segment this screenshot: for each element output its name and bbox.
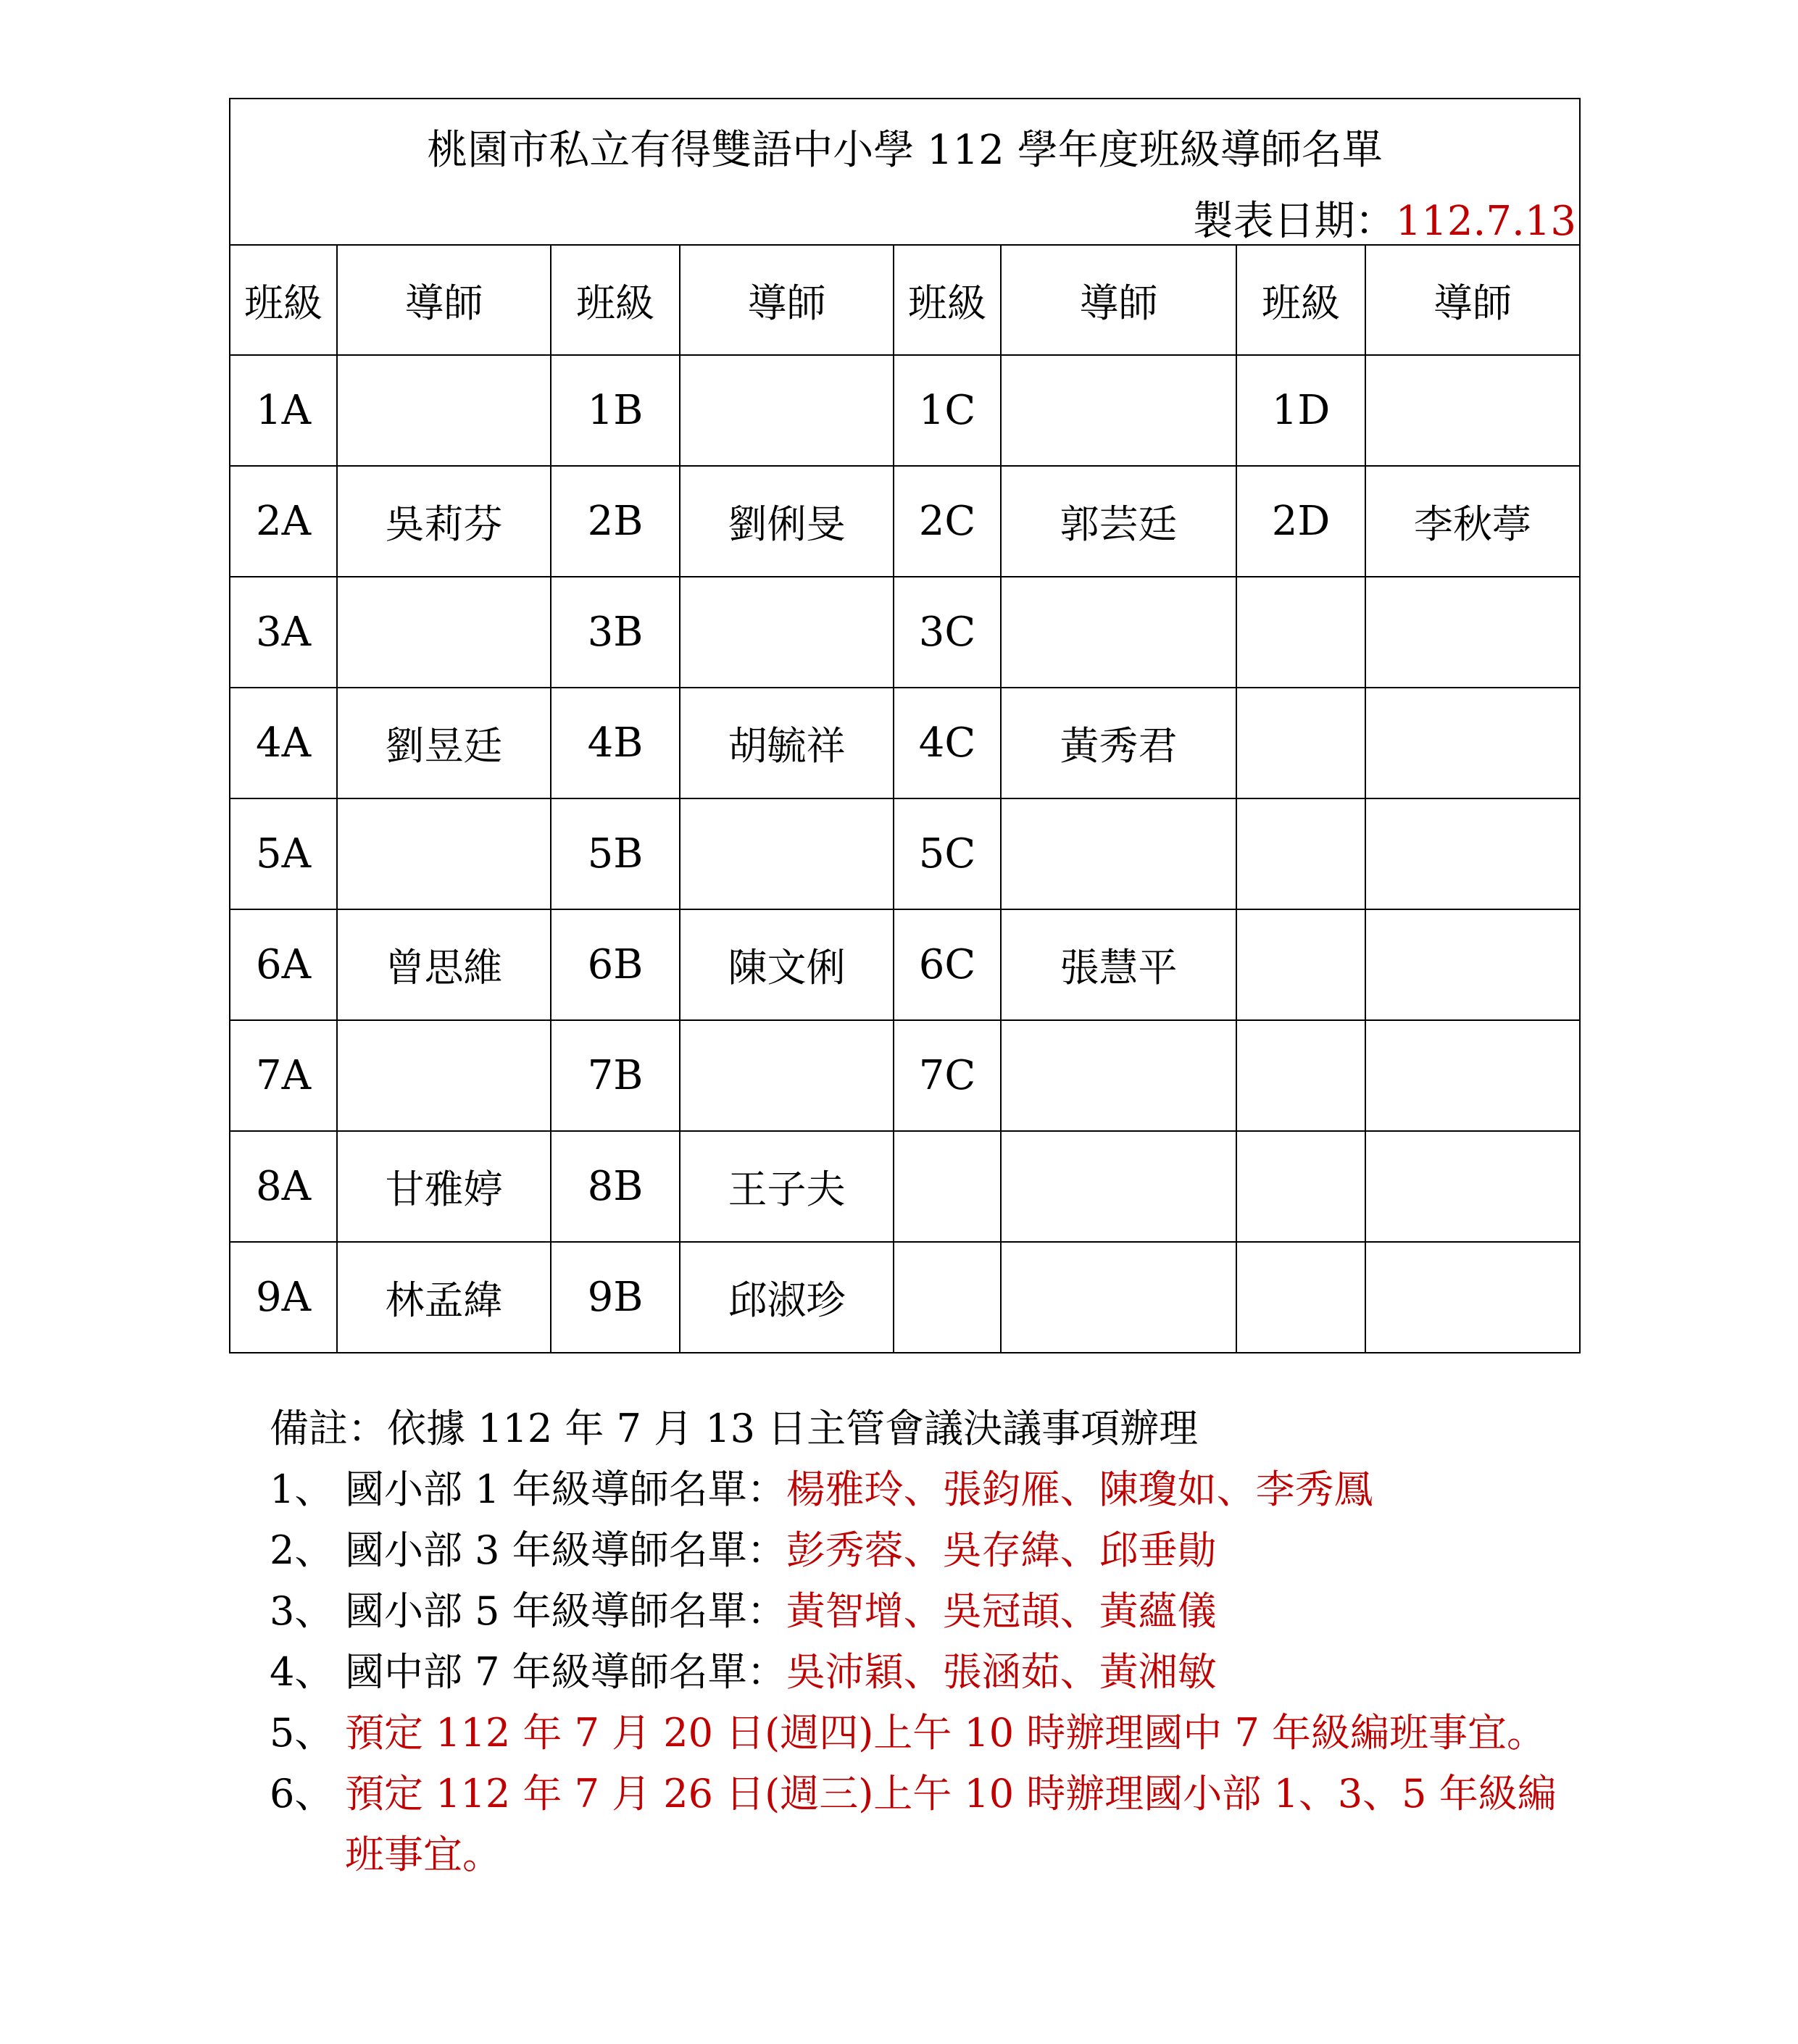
note-value: 楊雅玲、張鈞雁、陳瓊如、李秀鳳 <box>786 1467 1373 1512</box>
class-cell: 5A <box>230 798 337 909</box>
class-cell <box>1236 798 1365 909</box>
homeroom-teacher-table <box>229 98 1581 1353</box>
note-value: 預定 112 年 7 月 20 日(週四)上午 10 時辦理國中 7 年級編班事宜。 <box>345 1710 1546 1756</box>
date-value: 112.7.13 <box>1395 198 1576 245</box>
class-cell: 5C <box>894 798 1001 909</box>
notes-heading: 備註：依據 112 年 7 月 13 日主管會議決議事項辦理 <box>270 1406 1199 1451</box>
class-cell: 9A <box>230 1242 337 1353</box>
table-row <box>230 909 1580 1020</box>
teacher-cell <box>680 355 894 466</box>
note-number: 3、 <box>270 1588 334 1634</box>
note-value: 預定 112 年 7 月 26 日(週三)上午 10 時辦理國小部 1、3、5 年級編班事宜。 <box>345 1771 1557 1877</box>
class-cell: 3A <box>230 577 337 688</box>
table-row <box>230 1242 1580 1353</box>
teacher-cell <box>1365 355 1580 466</box>
note-number: 2、 <box>270 1527 334 1573</box>
teacher-cell <box>1001 1131 1236 1242</box>
teacher-cell: 陳文俐 <box>680 909 894 1020</box>
note-label: 國小部 1 年級導師名單： <box>345 1467 786 1512</box>
class-cell: 8B <box>551 1131 680 1242</box>
note-body <box>345 1642 1560 1703</box>
teacher-cell <box>1001 1020 1236 1131</box>
class-cell: 2D <box>1236 466 1365 577</box>
teacher-cell <box>337 355 551 466</box>
note-body <box>345 1581 1560 1642</box>
note-value: 吳沛穎、張涵茹、黃湘敏 <box>786 1649 1217 1695</box>
class-cell <box>894 1242 1001 1353</box>
note-number: 6、 <box>270 1771 334 1816</box>
class-cell: 6A <box>230 909 337 1020</box>
teacher-cell: 吳莉芬 <box>337 466 551 577</box>
teacher-cell: 王子夫 <box>680 1131 894 1242</box>
header-teacher: 導師 <box>337 245 551 355</box>
header-teacher: 導師 <box>680 245 894 355</box>
class-cell: 2A <box>230 466 337 577</box>
note-value: 黃智增、吳冠頡、黃蘊儀 <box>786 1588 1217 1634</box>
teacher-cell <box>337 577 551 688</box>
notes-section <box>270 1398 1560 1885</box>
table-row <box>230 1131 1580 1242</box>
teacher-cell <box>337 798 551 909</box>
teacher-cell: 胡毓祥 <box>680 688 894 798</box>
teacher-cell: 劉俐旻 <box>680 466 894 577</box>
note-item <box>270 1459 1560 1520</box>
class-cell: 7C <box>894 1020 1001 1131</box>
class-cell <box>1236 1131 1365 1242</box>
note-item <box>270 1764 1560 1885</box>
header-teacher: 導師 <box>1001 245 1236 355</box>
teacher-cell <box>680 798 894 909</box>
notes-list <box>270 1459 1560 1885</box>
teacher-cell <box>1365 1020 1580 1131</box>
teacher-cell: 劉昱廷 <box>337 688 551 798</box>
teacher-cell: 甘雅婷 <box>337 1131 551 1242</box>
teacher-cell <box>1365 909 1580 1020</box>
class-cell <box>1236 909 1365 1020</box>
class-cell <box>1236 688 1365 798</box>
class-cell: 5B <box>551 798 680 909</box>
note-body <box>345 1520 1560 1581</box>
teacher-cell <box>1365 1242 1580 1353</box>
date-label: 製表日期： <box>1192 198 1396 245</box>
table-row <box>230 688 1580 798</box>
class-cell: 9B <box>551 1242 680 1353</box>
teacher-cell <box>1365 798 1580 909</box>
class-cell <box>1236 577 1365 688</box>
class-cell: 3C <box>894 577 1001 688</box>
class-cell: 4C <box>894 688 1001 798</box>
class-cell: 1A <box>230 355 337 466</box>
class-cell <box>894 1131 1001 1242</box>
class-cell: 3B <box>551 577 680 688</box>
teacher-cell: 邱淑珍 <box>680 1242 894 1353</box>
teacher-cell <box>1001 355 1236 466</box>
teacher-cell <box>1001 577 1236 688</box>
note-label: 國小部 5 年級導師名單： <box>345 1588 786 1634</box>
class-cell: 1B <box>551 355 680 466</box>
teacher-cell: 林孟緯 <box>337 1242 551 1353</box>
header-class: 班級 <box>894 245 1001 355</box>
note-body <box>345 1459 1560 1520</box>
table-row <box>230 1020 1580 1131</box>
teacher-cell <box>1001 798 1236 909</box>
class-cell <box>1236 1020 1365 1131</box>
note-number: 4、 <box>270 1649 334 1695</box>
teacher-cell: 曾思維 <box>337 909 551 1020</box>
table-title-cell <box>230 99 1580 245</box>
teacher-cell <box>680 577 894 688</box>
class-cell: 7A <box>230 1020 337 1131</box>
date-line <box>1193 189 1576 245</box>
teacher-cell: 張慧平 <box>1001 909 1236 1020</box>
teacher-cell: 黃秀君 <box>1001 688 1236 798</box>
teacher-cell <box>1365 688 1580 798</box>
table-row <box>230 355 1580 466</box>
document-title: 桃園市私立有得雙語中小學 112 學年度班級導師名單 <box>427 127 1383 174</box>
table-row <box>230 466 1580 577</box>
header-class: 班級 <box>551 245 680 355</box>
note-body <box>345 1703 1560 1764</box>
teacher-cell <box>1001 1242 1236 1353</box>
class-cell: 1C <box>894 355 1001 466</box>
teacher-cell: 李秋葶 <box>1365 466 1580 577</box>
header-class: 班級 <box>230 245 337 355</box>
class-cell: 8A <box>230 1131 337 1242</box>
class-cell: 6B <box>551 909 680 1020</box>
note-number: 5、 <box>270 1710 334 1756</box>
header-teacher: 導師 <box>1365 245 1580 355</box>
header-class: 班級 <box>1236 245 1365 355</box>
teacher-cell <box>680 1020 894 1131</box>
class-cell: 2B <box>551 466 680 577</box>
note-body <box>345 1764 1560 1885</box>
note-number: 1、 <box>270 1467 334 1512</box>
class-cell: 2C <box>894 466 1001 577</box>
class-cell: 4A <box>230 688 337 798</box>
note-item <box>270 1581 1560 1642</box>
note-label: 國中部 7 年級導師名單： <box>345 1649 786 1695</box>
header-row <box>230 245 1580 355</box>
table-row <box>230 798 1580 909</box>
teacher-cell <box>337 1020 551 1131</box>
teacher-cell <box>1365 1131 1580 1242</box>
class-cell: 1D <box>1236 355 1365 466</box>
teacher-cell: 郭芸廷 <box>1001 466 1236 577</box>
table-row <box>230 577 1580 688</box>
note-item <box>270 1642 1560 1703</box>
class-cell: 7B <box>551 1020 680 1131</box>
class-cell: 4B <box>551 688 680 798</box>
note-label: 國小部 3 年級導師名單： <box>345 1527 786 1573</box>
teacher-cell <box>1365 577 1580 688</box>
note-item <box>270 1520 1560 1581</box>
note-value: 彭秀蓉、吳存緯、邱垂勛 <box>786 1527 1217 1573</box>
class-cell: 6C <box>894 909 1001 1020</box>
note-item <box>270 1703 1560 1764</box>
class-cell <box>1236 1242 1365 1353</box>
